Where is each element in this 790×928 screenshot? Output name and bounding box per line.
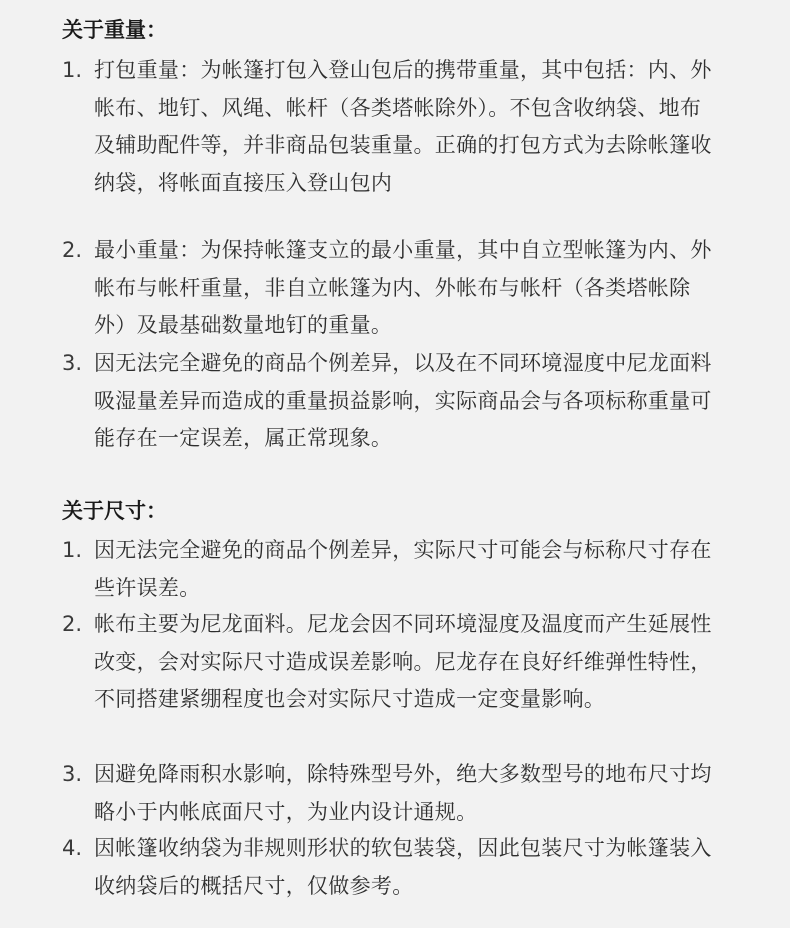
list-number: 4.: [62, 836, 83, 860]
list-item-text: 因无法完全避免的商品个例差异，实际尺寸可能会与标称尺寸存在些许误差。: [94, 538, 712, 600]
size-section-title: 关于尺寸：: [62, 499, 167, 523]
weight-item-2: [62, 232, 722, 345]
size-item-3: [62, 756, 722, 831]
list-item-text: 最小重量：为保持帐篷支立的最小重量，其中自立型帐篷为内、外帐布与帐杆重量，非自立帐篷为内、外帐布与帐杆（各类塔帐除外）及最基础数量地钉的重量。: [94, 238, 712, 337]
list-number: 3.: [62, 351, 83, 375]
weight-item-1: [62, 52, 722, 202]
list-item-text: 打包重量：为帐篷打包入登山包后的携带重量，其中包括：内、外帐布、地钉、风绳、帐杆（各类塔帐除外）。不包含收纳袋、地布及辅助配件等，并非商品包装重量。正确的打包方式为去除帐篷收纳袋，将帐面直接压入登山包内: [94, 58, 712, 195]
list-number: 1.: [62, 58, 83, 82]
weight-section-title: 关于重量：: [62, 18, 167, 42]
size-item-4: [62, 830, 722, 905]
size-item-1: [62, 532, 722, 607]
weight-item-3: [62, 345, 722, 458]
list-item-text: 因避免降雨积水影响，除特殊型号外，绝大多数型号的地布尺寸均略小于内帐底面尺寸，为业内设计通规。: [94, 762, 712, 824]
list-number: 2.: [62, 612, 83, 636]
list-item-text: 因帐篷收纳袋为非规则形状的软包装袋，因此包装尺寸为帐篷装入收纳袋后的概括尺寸，仅做参考。: [94, 836, 712, 898]
list-item-text: 因无法完全避免的商品个例差异，以及在不同环境湿度中尼龙面料吸湿量差异而造成的重量损益影响，实际商品会与各项标称重量可能存在一定误差，属正常现象。: [94, 351, 712, 450]
list-item-text: 帐布主要为尼龙面料。尼龙会因不同环境湿度及温度而产生延展性改变，会对实际尺寸造成误差影响。尼龙存在良好纤维弹性特性，不同搭建紧绷程度也会对实际尺寸造成一定变量影响。: [94, 612, 712, 711]
size-item-2: [62, 606, 722, 719]
list-number: 1.: [62, 538, 83, 562]
list-number: 2.: [62, 238, 83, 262]
list-number: 3.: [62, 762, 83, 786]
